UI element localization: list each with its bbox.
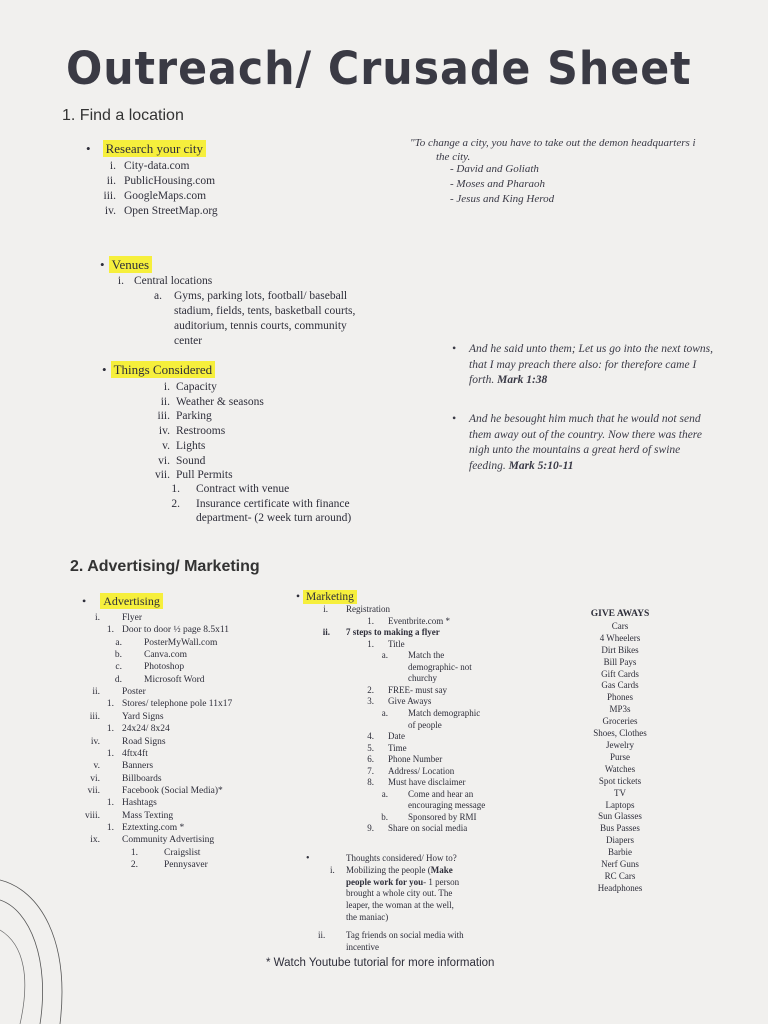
things-item-number: iv. <box>158 425 170 438</box>
thoughts-label: Thoughts considered/ How to? <box>346 853 457 863</box>
marketing-item-number: 2. <box>367 684 374 695</box>
research-item-number: ii. <box>106 175 116 187</box>
things-item-number: v. <box>162 439 170 452</box>
advertising-item-number: v. <box>93 761 100 772</box>
marketing-item: Address/ Location <box>388 765 455 776</box>
things-item-number: i. <box>163 381 170 393</box>
giveaway-item: Barbie <box>608 847 632 858</box>
marketing-bullet: • Marketing <box>296 591 357 603</box>
marketing-item-number: 8. <box>367 777 374 788</box>
advertising-item-number: a. <box>115 637 122 648</box>
things-subitem-number: 1. <box>171 483 180 495</box>
advertising-item: Eztexting.com * <box>122 822 185 833</box>
advertising-item: Poster <box>122 687 146 698</box>
marketing-item-number: 3. <box>367 696 374 707</box>
marketing-item: of people <box>408 719 442 730</box>
section-2-heading: 2. Advertising/ Marketing <box>70 558 260 575</box>
giveaway-item: Purse <box>610 751 630 762</box>
demon-quote <box>410 136 696 164</box>
giveaway-item: Diapers <box>606 835 634 846</box>
marketing-item: Give Aways <box>388 696 432 707</box>
advertising-item-number: 1. <box>106 748 114 759</box>
venue-central: i. Central locations <box>117 275 213 287</box>
verse-text: And he besought him much that he would not send <box>469 413 701 425</box>
giveaway-item: Shoes, Clothes <box>593 728 647 739</box>
giveaways-title: GIVE AWAYS <box>590 609 650 619</box>
advertising-item: Banners <box>122 761 154 772</box>
advertising-item: Door to door ½ page 8.5x11 <box>122 625 230 636</box>
advertising-item: Facebook (Social Media)* <box>122 785 223 796</box>
advertising-item: 24x24/ 8x24 <box>122 724 170 735</box>
verse-line <box>469 428 702 444</box>
marketing-item-number: a. <box>381 650 388 661</box>
giveaways-column <box>560 609 680 895</box>
research-bullet: • Research your city <box>86 141 206 156</box>
giveaway-item: RC Cars <box>604 870 636 881</box>
advertising-item-number: 1. <box>106 822 114 833</box>
marketing-item: Match the <box>408 650 445 661</box>
things-item: Restrooms <box>176 425 226 438</box>
marketing-item-number: a. <box>381 707 388 718</box>
things-subitem: Insurance certificate with finance <box>196 497 350 510</box>
marketing-item: 7 steps to making a flyer <box>346 627 440 638</box>
giveaway-item: Watches <box>604 763 636 774</box>
verse-text: feeding. <box>469 459 509 472</box>
research-item-number: i. <box>109 160 116 172</box>
advertising-bullet: • Advertising <box>82 594 163 609</box>
verse-mark-1-38: • And he said unto them; Let us go into the next towns, that I may preach there also: for therefore came I forth. Mark 1:38 <box>452 342 713 389</box>
marketing-item: Date <box>388 731 405 742</box>
marketing-item: Registration <box>346 604 390 614</box>
advertising-item: Microsoft Word <box>144 674 205 685</box>
marketing-item: Share on social media <box>388 823 468 834</box>
advertising-item: 4ftx4ft <box>122 748 148 759</box>
advertising-item-number: vi. <box>90 773 100 784</box>
research-item: PublicHousing.com <box>124 175 216 187</box>
advertising-item: Canva.com <box>144 650 188 661</box>
verse-mark-5-10: • And he besought him much that he would not send them away out of the country. Now there was there nigh unto the mountains a great herd of swine feeding. Mark 5:10-11 <box>452 412 702 474</box>
marketing-item-number: a. <box>381 788 388 799</box>
advertising-item-number: iii. <box>89 711 100 722</box>
marketing-item: Phone Number <box>388 754 443 765</box>
venue-line: Gyms, parking lots, football/ baseball <box>174 290 348 302</box>
giveaway-item: Headphones <box>597 882 643 893</box>
things-item: Sound <box>176 454 206 467</box>
giveaway-item: Dirt Bikes <box>601 644 639 655</box>
venue-line: center <box>174 335 203 347</box>
giveaway-item: TV <box>614 787 626 798</box>
verse-line <box>469 459 702 475</box>
advertising-item-number: 1. <box>106 625 114 636</box>
giveaway-item: Gas Cards <box>601 680 639 691</box>
advertising-item-number: 1. <box>106 699 114 710</box>
giveaway-item: Sun Glasses <box>598 811 642 822</box>
quote-item: - Moses and Pharaoh <box>450 178 546 190</box>
giveaway-item: MP3s <box>609 704 631 715</box>
section-1-heading: 1. Find a location <box>62 107 184 124</box>
advertising-item-number: c. <box>115 662 122 673</box>
advertising-item: Mass Texting <box>122 810 174 821</box>
giveaway-item: Bill Pays <box>603 656 637 667</box>
research-item: City-data.com <box>124 160 190 172</box>
marketing-item-number: 9. <box>367 823 374 834</box>
marketing-item: Eventbrite.com * <box>388 615 450 626</box>
things-subitem: Contract with venue <box>196 483 290 495</box>
marketing-item: demographic- not <box>408 661 472 672</box>
giveaway-item: Phones <box>606 692 633 703</box>
giveaway-item: Bus Passes <box>600 823 640 834</box>
venue-line: auditorium, tennis courts, community <box>174 320 347 332</box>
advertising-item-number: 2. <box>130 860 138 870</box>
marketing-item-number: b. <box>381 811 388 822</box>
things-item: Lights <box>176 439 206 452</box>
quote-item: - Jesus and King Herod <box>450 193 555 205</box>
venues-label: Venues <box>109 256 153 273</box>
advertising-item-number: 1. <box>106 724 114 735</box>
verse-reference: Mark 5:10-11 <box>508 459 574 472</box>
verse-text: nigh unto the mountains a great herd of swine <box>469 444 681 456</box>
advertising-item-number: vii. <box>87 785 100 796</box>
things-label: Things Considered <box>111 361 216 378</box>
research-item: Open StreetMap.org <box>124 205 218 217</box>
thoughts-block: Thoughts considered/ How to? i. Mobilizing the people (Make people work for you- 1 person brought a whole city out. The leaper, the woman at the well, the maniac) ii. Tag friends on social media with incentive <box>318 853 464 952</box>
advertising-item: Photoshop <box>144 662 185 673</box>
marketing-item-number: 1. <box>367 638 374 649</box>
advertising-item-number: ix. <box>90 835 100 846</box>
marketing-item: Sponsored by RMI <box>408 811 477 822</box>
research-item: GoogleMaps.com <box>124 190 207 202</box>
marketing-item: FREE- must say <box>388 684 448 695</box>
things-subitem-number: 2. <box>171 497 180 510</box>
quote-line: the city. <box>436 151 471 163</box>
research-item-number: iv. <box>104 205 116 217</box>
giveaway-item: Groceries <box>602 716 638 727</box>
advertising-item-number: b. <box>114 650 122 661</box>
marketing-item: Come and hear an <box>408 788 474 799</box>
verse-text: them away out of the country. Now there was there <box>469 428 702 441</box>
things-item: Pull Permits <box>176 469 233 482</box>
things-item-number: vi. <box>158 454 170 467</box>
giveaway-item: 4 Wheelers <box>599 632 641 643</box>
footer-note: * Watch Youtube tutorial for more information <box>266 957 495 968</box>
things-item-number: iii. <box>157 410 170 423</box>
marketing-label: Marketing <box>303 590 357 604</box>
verse-text: that I may preach there also: for therefore came I <box>469 358 697 371</box>
advertising-item: Flyer <box>122 613 143 623</box>
verse-text: forth. <box>469 374 498 386</box>
marketing-item: encouraging message <box>408 800 486 811</box>
marketing-item-number: 7. <box>367 765 374 776</box>
things-subitem: department- (2 week turn around) <box>196 512 352 525</box>
research-item-number: iii. <box>103 190 116 202</box>
advertising-item: Yard Signs <box>122 711 164 722</box>
marketing-item: churchy <box>408 673 437 684</box>
marketing-item: Must have disclaimer <box>388 777 466 788</box>
advertising-item: Community Advertising <box>122 835 215 846</box>
verse-reference: Mark 1:38 <box>497 374 548 386</box>
advertising-item: Craigslist <box>164 847 201 858</box>
verse-text: And he said unto them; Let us go into the next towns, <box>469 343 714 355</box>
things-item-number: vii. <box>154 469 170 482</box>
advertising-item: Billboards <box>122 773 162 784</box>
advertising-item-number: i. <box>94 613 100 623</box>
quote-line: "To change a city, you have to take out the demon headquarters i <box>410 137 696 149</box>
things-item: Parking <box>176 410 212 423</box>
advertising-item: Pennysaver <box>164 860 208 870</box>
giveaway-item: Spot tickets <box>598 775 642 786</box>
quote-item: - David and Goliath <box>450 163 539 175</box>
marketing-item: Time <box>388 742 407 753</box>
marketing-item-number: 1. <box>367 615 374 626</box>
verse-line <box>469 443 702 459</box>
marketing-item-number: ii. <box>322 627 330 638</box>
things-item: Weather & seasons <box>176 395 264 408</box>
giveaway-item: Cars <box>611 620 629 631</box>
giveaway-item: Gift Cards <box>601 668 639 679</box>
page-title: Outreach/ Crusade Sheet <box>66 42 692 95</box>
things-item: Capacity <box>176 381 217 393</box>
advertising-item-number: iv. <box>90 736 100 747</box>
decorative-swirl-icon <box>0 860 90 1024</box>
giveaway-item: Laptops <box>605 799 635 810</box>
venue-list-marker: a. <box>154 290 162 302</box>
verse-line <box>469 358 713 374</box>
advertising-item-number: 1. <box>130 847 138 858</box>
venues-bullet: • Venues <box>100 257 152 273</box>
advertising-item-number: ii. <box>92 687 100 698</box>
thoughts-bullet: • <box>306 853 310 864</box>
research-label: Research your city <box>103 140 206 157</box>
things-item-number: ii. <box>160 395 170 408</box>
advertising-item-number: d. <box>114 674 122 685</box>
giveaway-item: Jewelry <box>606 739 634 750</box>
verse-line <box>469 342 713 358</box>
advertising-item: Road Signs <box>122 736 166 747</box>
advertising-label: Advertising <box>100 593 163 609</box>
things-bullet: • Things Considered <box>102 362 215 378</box>
marketing-item-number: 5. <box>367 742 374 753</box>
advertising-item-number: viii. <box>84 810 100 821</box>
marketing-item-number: i. <box>323 604 328 614</box>
marketing-item: Title <box>388 638 405 649</box>
advertising-item-number: 1. <box>106 798 114 809</box>
marketing-item: Match demographic <box>408 707 481 718</box>
venue-line: stadium, fields, tents, basketball courts, <box>174 305 356 317</box>
advertising-item: PosterMyWall.com <box>144 637 218 648</box>
advertising-item: Hashtags <box>122 798 157 809</box>
verse-line <box>469 412 702 428</box>
advertising-item: Stores/ telephone pole 11x17 <box>122 699 233 710</box>
verse-line <box>469 373 713 389</box>
marketing-item-number: 4. <box>367 731 374 742</box>
giveaway-item: Nerf Guns <box>601 859 639 870</box>
marketing-item-number: 6. <box>367 754 374 765</box>
